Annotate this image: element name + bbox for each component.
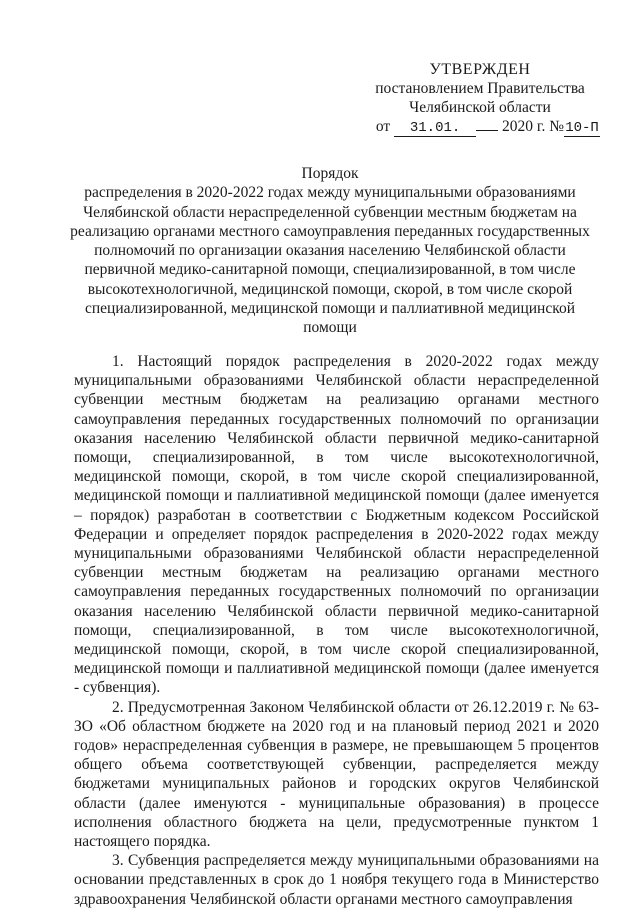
title-line: распределения в 2020-2022 годах между муниципальными образованиями bbox=[84, 184, 576, 202]
decree-number: 10-П bbox=[565, 120, 599, 136]
title-line: высокотехнологичной, медицинской помощи, скорой, в том числе скорой bbox=[87, 280, 573, 298]
date-prefix: от bbox=[375, 118, 391, 135]
title-line: специализированной, медицинской помощи и паллиативной медицинской bbox=[84, 300, 576, 318]
year-text: 2020 г. № bbox=[501, 118, 564, 135]
document-title bbox=[60, 164, 600, 338]
approval-title: УТВЕРЖДЕН bbox=[429, 61, 531, 78]
date-underline bbox=[476, 130, 498, 131]
approval-stamp bbox=[360, 60, 600, 137]
document-body bbox=[74, 352, 599, 909]
title-line: Челябинской области нераспределенной субвенции местным бюджетам на bbox=[83, 203, 577, 221]
title-line: полномочий по организации оказания населению Челябинской области bbox=[94, 242, 566, 260]
title-line: помощи bbox=[303, 319, 357, 337]
paragraph-3: 3. Субвенция распределяется между муниципальными образованиями на основании представленных в срок до 1 ноября текущего года в Министерство здравоохранения Челябинской области органами местного самоуправления bbox=[74, 852, 599, 908]
title-line: первичной медико-санитарной помощи, специализированной, в том числе bbox=[84, 261, 576, 279]
title-line: реализацию органами местного самоуправления переданных государственных bbox=[70, 222, 590, 240]
paragraph-2: 2. Предусмотренная Законом Челябинской области от 26.12.2019 г. № 63-ЗО «Об областном бюджете на 2020 год и на плановый период 2021 и 2020 годов» нераспределенная субвенция в размере, не превышающем 5 процентов общего объема соответствующей субвенции, распределяется между бюджетами муниципальных районов и городских округов Челябинской области (далее именуются - муниципальные образования) в процессе исполнения областного бюджета на цели, предусмотренные пунктом 1 настоящего порядка. bbox=[74, 698, 599, 851]
paragraph-1: 1. Настоящий порядок распределения в 2020-2022 годах между муниципальными образованиями Челябинской области нераспределенной субвенции местным бюджетам на реализацию органами местного самоуправления переданных государственных полномочий по организации оказания населению Челябинской области первичной медико-санитарной помощи, специализированной, в том числе высокотехнологичной, медицинской помощи, скорой, в том числе скорой специализированной, медицинской помощи и паллиативной медицинской помощи (далее именуется – порядок) разработан в соответствии с Бюджетным кодексом Российской Федерации и определяет порядок распределения в 2020-2022 годах между муниципальными образованиями Челябинской области нераспределенной субвенции местным бюджетам на реализацию органами местного самоуправления переданных государственных полномочий по организации оказания населению Челябинской области первичной медико-санитарной помощи, специализированной, в том числе высокотехнологичной, медицинской помощи, скорой, в том числе скорой специализированной, медицинской помощи и паллиативной медицинской помощи (далее именуется - субвенция). bbox=[74, 353, 599, 697]
date-value: 31.01. bbox=[394, 121, 476, 137]
title-line: Порядок bbox=[301, 165, 359, 182]
approval-line-1: постановлением Правительства bbox=[375, 80, 585, 97]
approval-line-2: Челябинской области bbox=[409, 99, 551, 116]
approval-date-line bbox=[360, 117, 600, 137]
